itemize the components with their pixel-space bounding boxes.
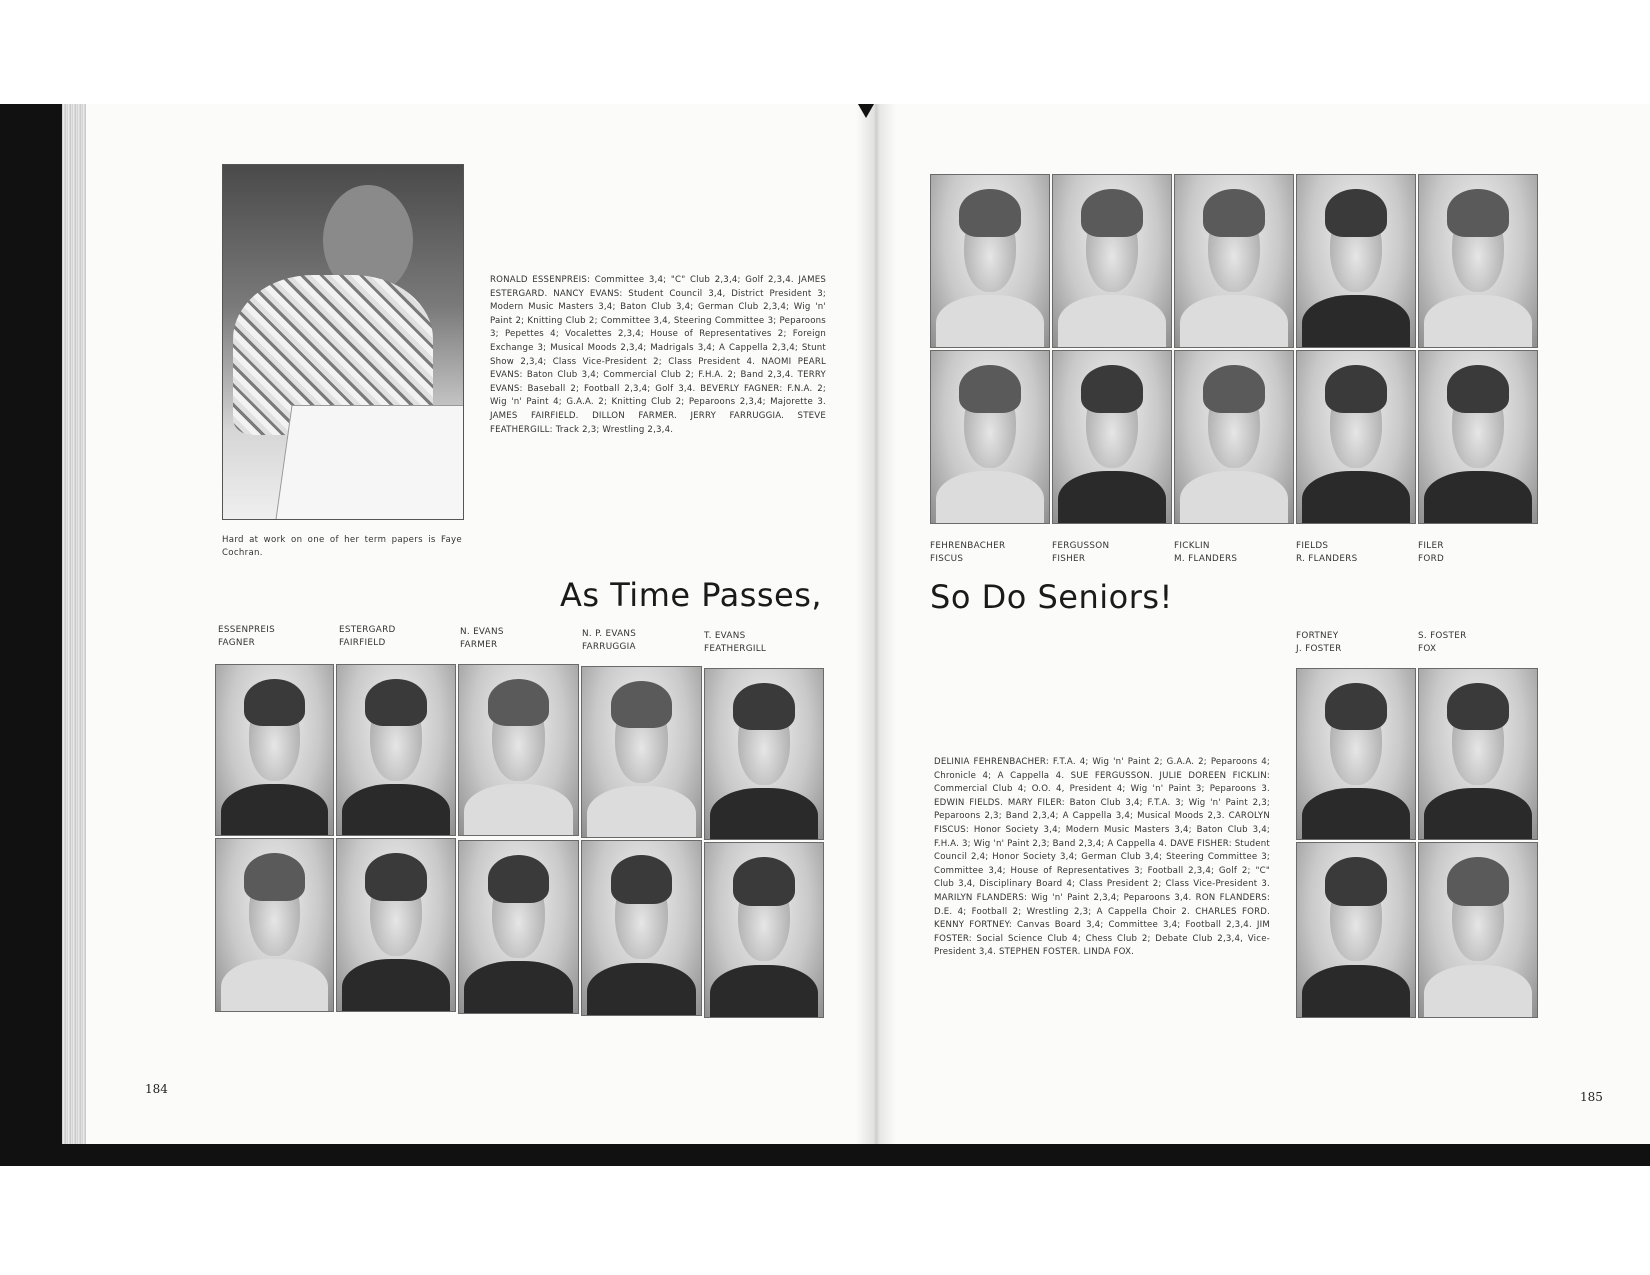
name-column [1418,540,1444,566]
portrait [1418,350,1538,524]
name-column [460,626,504,652]
portrait [1174,350,1294,524]
name-bottom: FISHER [1052,554,1086,564]
name-column [218,624,275,650]
name-top: ESSENPREIS [218,625,276,635]
portrait [458,664,579,836]
name-top: FEHRENBACHER [930,541,1006,551]
name-top: T. EVANS [704,631,746,641]
name-bottom: M. FLANDERS [1174,554,1238,564]
page-number-left: 184 [145,1082,168,1096]
name-bottom: FISCUS [930,554,964,564]
name-bottom: FAGNER [218,638,255,648]
binding-notch [858,104,874,118]
portrait [930,350,1050,524]
name-column [582,628,636,654]
portrait [581,840,702,1016]
portrait [215,664,334,836]
headline-right: So Do Seniors! [930,578,1173,616]
name-top: FERGUSSON [1052,541,1110,551]
portrait [1296,174,1416,348]
name-top: FILER [1418,541,1444,551]
portrait [930,174,1050,348]
name-bottom: FARMER [460,640,498,650]
portrait [581,666,702,838]
name-column [1296,540,1357,566]
page-edges [62,104,86,1144]
name-column [1418,630,1467,656]
name-bottom: R. FLANDERS [1296,554,1358,564]
left-bio-text: RONALD ESSENPREIS: Committee 3,4; "C" Club 2,3,4; Golf 2,3,4. JAMES ESTERGARD. NANCY EVANS: Student Council 3,4, District President 3; Modern Music Masters 3,4; Baton Club 3,4; German Club 2,3,4; Wig 'n' Paint 2; Knitting Club 2; Committee 3,4, Steering Committee 3; Peparoons 3; Pepettes 4; Vocalettes 2,3,4; House of Representatives 2; Foreign Exchange 3; Musical Moods 2,3,4; Madrigals 3,4; A Cappella 2,3,4; Stunt Show 2,3,4; Class Vice-President 2; Class President 4. NAOMI PEARL EVANS: Baton Club 3,4; Commercial Club 2; F.H.A. 2; Band 2,3,4. TERRY EVANS: Baseball 2; Football 2,3,4; Golf 3,4. BEVERLY FAGNER: F.N.A. 2; Wig 'n' Paint 4; G.A.A. 2; Knitting Club 2; Peparoons 2,3,4; Majorette 3. JAMES FAIRFIELD. DILLON FARMER. JERRY FARRUGGIA. STEVE FEATHERGILL: Track 2,3; Wrestling 2,3,4. [490,275,826,435]
name-column [1174,540,1237,566]
portrait [1174,174,1294,348]
portrait [1296,842,1416,1018]
name-top: FORTNEY [1296,631,1339,641]
portrait [336,838,456,1012]
name-top: N. P. EVANS [582,629,637,639]
portrait [1418,842,1538,1018]
portrait [458,840,579,1014]
portrait [1052,174,1172,348]
name-top: S. FOSTER [1418,631,1467,641]
name-column [930,540,1005,566]
portrait [215,838,334,1012]
name-column [1296,630,1342,656]
name-bottom: FEATHERGILL [704,644,767,654]
portrait [1296,350,1416,524]
portrait [1418,174,1538,348]
name-top: ESTERGARD [339,625,396,635]
page-number-right: 185 [1580,1090,1603,1104]
name-bottom: FAIRFIELD [339,638,386,648]
portrait [1296,668,1416,840]
name-column [704,630,766,656]
name-top: N. EVANS [460,627,504,637]
name-top: FIELDS [1296,541,1329,551]
portrait [704,842,824,1018]
portrait [1418,668,1538,840]
name-bottom: FOX [1418,644,1437,654]
book-gutter [856,104,896,1144]
name-top: FICKLIN [1174,541,1210,551]
candid-caption: Hard at work on one of her term papers is Faye Cochran. [222,535,462,558]
portrait [336,664,456,836]
candid-photo [222,164,464,520]
name-bottom: J. FOSTER [1296,644,1342,654]
name-column [1052,540,1109,566]
right-bio-text: DELINIA FEHRENBACHER: F.T.A. 4; Wig 'n' Paint 2; G.A.A. 2; Peparoons 4; Chronicle 4; A Cappella 4. SUE FERGUSSON. JULIE DOREEN FICKLIN: Commercial Club 4; O.O. 4, President 4; Wig 'n' Paint 3; Peparoons 3. EDWIN FIELDS. MARY FILER: Baton Club 3,4; F.T.A. 3; Wig 'n' Paint 2,3; Peparoons 2,3; Band 2,3,4; A Cappella 3,4; Musical Moods 2,3. CAROLYN FISCUS: Honor Society 3,4; Modern Music Masters 3,4; Baton Club 3,4; F.H.A. 3; Wig 'n' Paint 2,3; Band 2,3,4; A Cappella 4. DAVE FISHER: Student Council 2,4; Honor Society 3,4; German Club 3,4; Steering Committee 3; Committee 3,4; House of Representatives 3; Football 2,3,4; Golf 2; "C" Club 3,4, Disciplinary Board 4; Class President 2; Class Vice-President 3. MARILYN FLANDERS: Wig 'n' Paint 2,3,4; Peparoons 3,4. RON FLANDERS: D.E. 4; Football 2; Wrestling 2,3; A Cappella Choir 2. CHARLES FORD. KENNY FORTNEY: Canvas Board 3,4; Committee 3,4; Football 2,3,4. JIM FOSTER: Social Science Club 4; Chess Club 2; Debate Club 2,3,4, Vice-President 3,4. STEPHEN FOSTER. LINDA FOX. [934,757,1270,958]
name-bottom: FORD [1418,554,1445,564]
portrait [1052,350,1172,524]
name-bottom: FARRUGGIA [582,642,636,652]
name-column [339,624,396,650]
headline-left: As Time Passes, [560,576,823,614]
portrait [704,668,824,840]
